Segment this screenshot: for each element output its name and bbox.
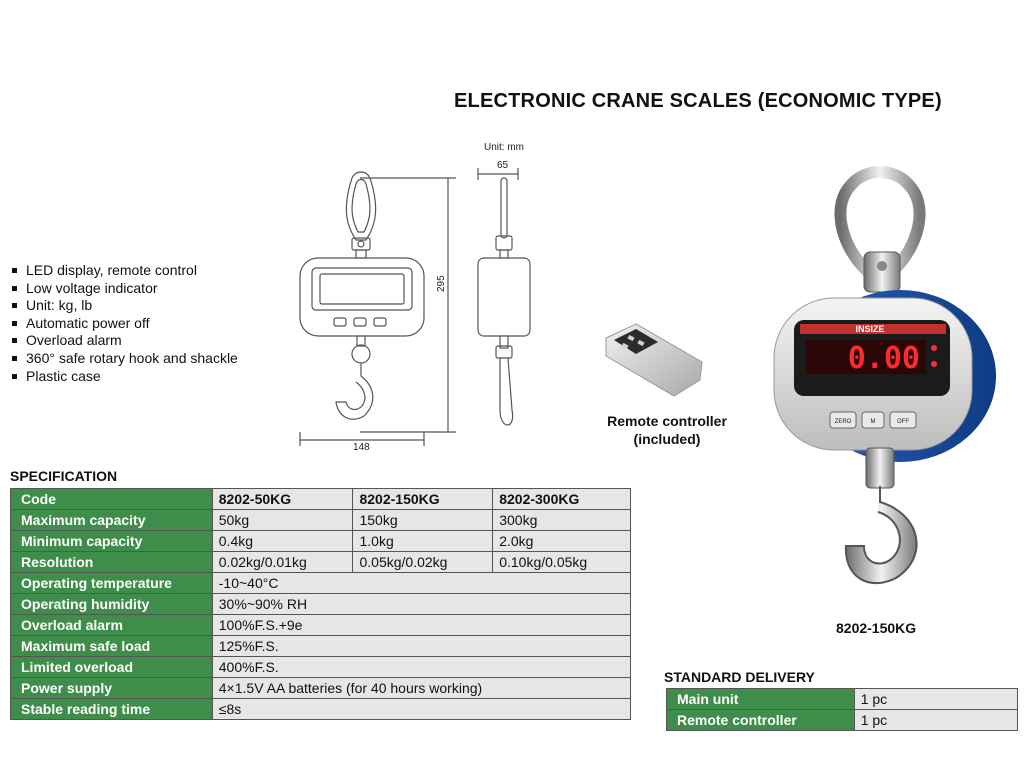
dimension-side-width: 65	[497, 160, 509, 171]
table-row	[11, 510, 631, 531]
cell-value: -10~40°C	[212, 573, 630, 594]
dimension-drawing	[290, 140, 590, 460]
row-label: Minimum capacity	[11, 531, 213, 552]
table-row	[11, 573, 631, 594]
row-label: Overload alarm	[11, 615, 213, 636]
crane-scale-photo	[770, 166, 1000, 596]
weight-display: 0.00	[847, 341, 920, 376]
row-label: Operating humidity	[11, 594, 213, 615]
feature-item: Unit: kg, lb	[10, 297, 238, 315]
cell-value: 300kg	[493, 510, 631, 531]
row-label: Operating temperature	[11, 573, 213, 594]
header-model: 8202-50KG	[212, 489, 353, 510]
feature-item: Plastic case	[10, 368, 238, 386]
remote-caption-line2: (included)	[633, 431, 701, 447]
table-row	[11, 678, 631, 699]
feature-list	[10, 262, 238, 385]
dimension-front-width: 148	[353, 442, 370, 453]
feature-item: 360° safe rotary hook and shackle	[10, 350, 238, 368]
row-label: Maximum capacity	[11, 510, 213, 531]
cell-value: 0.4kg	[212, 531, 353, 552]
row-label: Maximum safe load	[11, 636, 213, 657]
table-row	[667, 689, 1018, 710]
brand-logo: INSIZE	[855, 324, 885, 334]
specification-heading: SPECIFICATION	[10, 468, 118, 484]
table-row	[11, 636, 631, 657]
off-button-label: OFF	[897, 419, 909, 425]
cell-value: 400%F.S.	[212, 657, 630, 678]
table-row	[11, 657, 631, 678]
cell-value: 1.0kg	[353, 531, 493, 552]
feature-item: Automatic power off	[10, 315, 238, 333]
row-label: Limited overload	[11, 657, 213, 678]
cell-value: 1 pc	[854, 710, 1017, 731]
page-title: ELECTRONIC CRANE SCALES (ECONOMIC TYPE)	[454, 90, 942, 112]
row-label: Main unit	[667, 689, 855, 710]
feature-item: Overload alarm	[10, 332, 238, 350]
remote-caption-line1: Remote controller	[607, 413, 727, 429]
cell-value: 125%F.S.	[212, 636, 630, 657]
cell-value: 50kg	[212, 510, 353, 531]
row-label: Power supply	[11, 678, 213, 699]
row-label: Resolution	[11, 552, 213, 573]
remote-controller-image	[596, 320, 712, 400]
specification-table	[10, 488, 631, 720]
cell-value: ≤8s	[212, 699, 630, 720]
feature-item: Low voltage indicator	[10, 280, 238, 298]
photo-caption: 8202-150KG	[836, 620, 917, 636]
row-label: Remote controller	[667, 710, 855, 731]
table-header-row	[11, 489, 631, 510]
row-label: Stable reading time	[11, 699, 213, 720]
cell-value: 150kg	[353, 510, 493, 531]
feature-item: LED display, remote control	[10, 262, 238, 280]
cell-value: 4×1.5V AA batteries (for 40 hours working)	[212, 678, 630, 699]
zero-button-label: ZERO	[834, 419, 852, 425]
cell-value: 0.05kg/0.02kg	[353, 552, 493, 573]
cell-value: 0.10kg/0.05kg	[493, 552, 631, 573]
cell-value: 0.02kg/0.01kg	[212, 552, 353, 573]
table-row	[11, 594, 631, 615]
table-row	[11, 531, 631, 552]
dimension-height: 295	[436, 275, 447, 292]
header-code: Code	[11, 489, 213, 510]
m-button-label: M	[870, 419, 876, 425]
cell-value: 1 pc	[854, 689, 1017, 710]
unit-label: Unit: mm	[484, 142, 524, 153]
standard-delivery-table	[666, 688, 1018, 731]
header-model: 8202-150KG	[353, 489, 493, 510]
table-row	[667, 710, 1018, 731]
table-row	[11, 699, 631, 720]
remote-caption	[592, 412, 742, 448]
cell-value: 2.0kg	[493, 531, 631, 552]
cell-value: 100%F.S.+9e	[212, 615, 630, 636]
table-row	[11, 615, 631, 636]
cell-value: 30%~90% RH	[212, 594, 630, 615]
standard-delivery-heading: STANDARD DELIVERY	[664, 669, 815, 685]
header-model: 8202-300KG	[493, 489, 631, 510]
table-row	[11, 552, 631, 573]
